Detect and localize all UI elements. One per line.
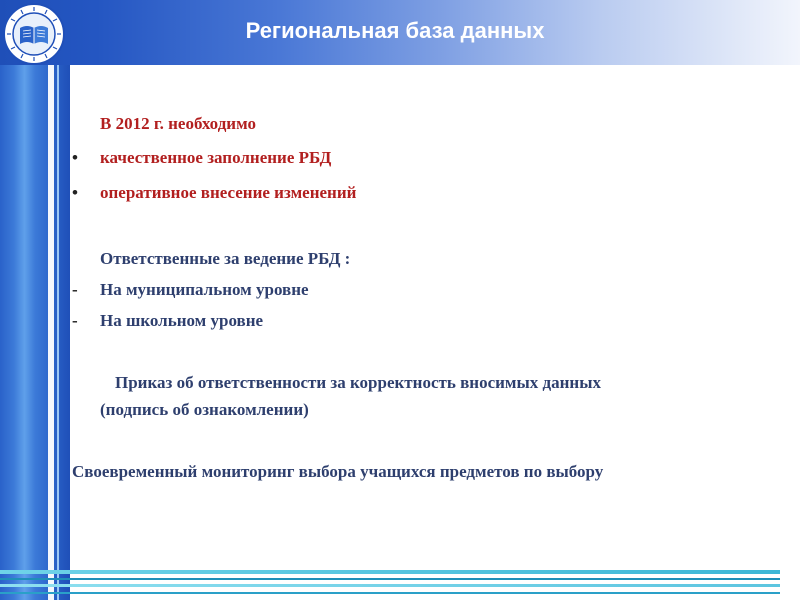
left-band-stripe bbox=[48, 65, 54, 600]
intro-text: В 2012 г. необходимо bbox=[100, 114, 256, 133]
bottom-line bbox=[0, 570, 780, 574]
bullet-item: оперативное внесение изменений bbox=[100, 183, 357, 202]
responsible-item: На школьном уровне bbox=[100, 311, 264, 330]
page-title: Региональная база данных bbox=[245, 18, 545, 43]
order-text-line1: Приказ об ответственности за корректность вносимых данных bbox=[115, 373, 601, 392]
left-decorative-band bbox=[0, 0, 70, 600]
bottom-line bbox=[0, 584, 780, 587]
responsible-heading: Ответственные за ведение РБД : bbox=[100, 249, 351, 268]
left-band-stripe-thin bbox=[57, 65, 59, 600]
bullet-marker: • bbox=[72, 148, 78, 167]
logo-seal-icon bbox=[2, 2, 66, 66]
dash-marker: - bbox=[72, 280, 78, 299]
bullet-marker: • bbox=[72, 183, 78, 202]
bullet-item: качественное заполнение РБД bbox=[100, 148, 332, 167]
bottom-line bbox=[0, 592, 780, 594]
order-text-line2: (подпись об ознакомлении) bbox=[100, 400, 309, 419]
bottom-decorative-lines bbox=[0, 568, 780, 600]
dash-marker: - bbox=[72, 311, 78, 330]
bottom-line bbox=[0, 578, 780, 580]
monitoring-text: Своевременный мониторинг выбора учащихся предметов по выбору bbox=[72, 462, 604, 481]
responsible-item: На муниципальном уровне bbox=[100, 280, 309, 299]
